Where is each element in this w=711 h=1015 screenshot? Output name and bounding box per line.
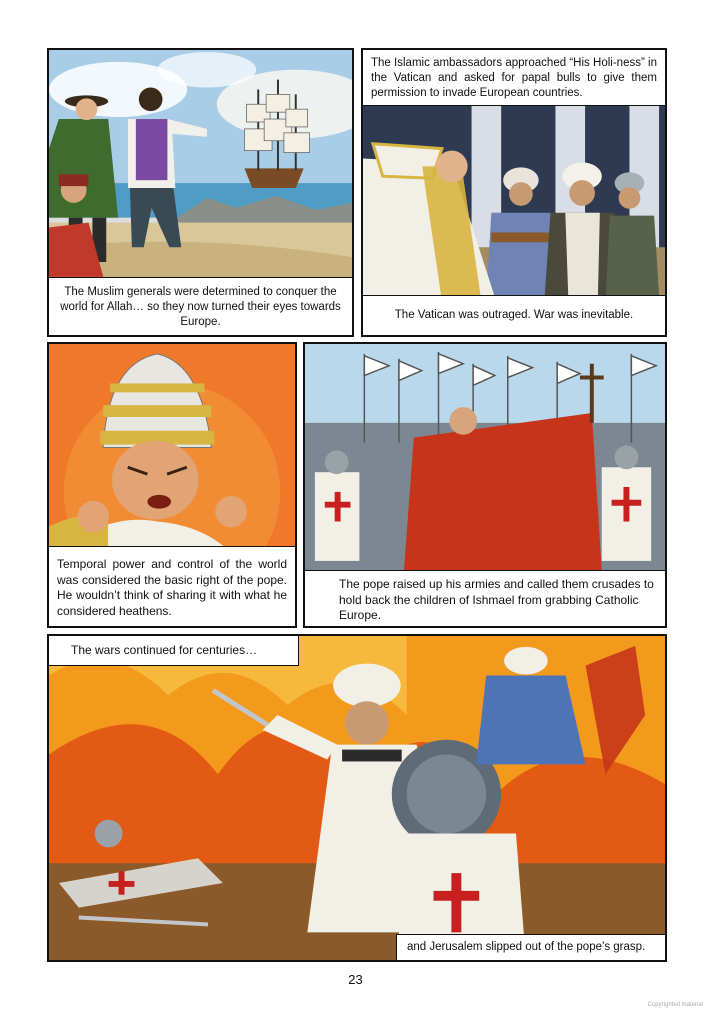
panel-3 xyxy=(47,342,297,628)
page-number: 23 xyxy=(348,972,363,987)
panel-5-caption-bottom: and Jerusalem slipped out of the pope’s grasp. xyxy=(396,934,665,960)
panel-4 xyxy=(303,342,667,628)
panel-4-caption: The pope raised up his armies and called them crusades to hold back the children of Ishmael from grabbing Catholic Europe. xyxy=(305,570,665,626)
panel-1-caption: The Muslim generals were determined to conquer the world for Allah… so they now turned their eyes towards Europe. xyxy=(49,277,352,335)
panel-2 xyxy=(361,48,667,337)
copyright-notice: Copyrighted material xyxy=(647,1002,703,1008)
panel-2-caption-bottom: The Vatican was outraged. War was inevitable. xyxy=(363,295,665,335)
panel-2-caption-top: The Islamic ambassadors approached “His Holi-ness” in the Vatican and asked for papal bulls to give them permission to invade European countries. xyxy=(363,50,665,106)
panel-5-art xyxy=(49,636,665,960)
panel-1 xyxy=(47,48,354,337)
panel-3-caption: Temporal power and control of the world was considered the basic right of the pope. He wouldn’t think of sharing it with what he considered heathens. xyxy=(49,546,295,626)
panel-5-caption-top: The wars continued for centuries… xyxy=(49,636,299,666)
panel-5 xyxy=(47,634,667,962)
